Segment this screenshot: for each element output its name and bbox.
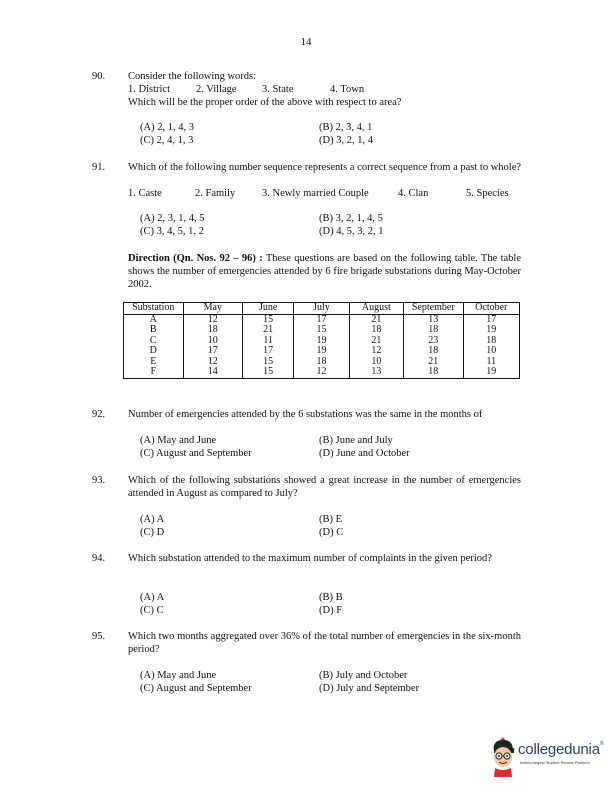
question-number: 95. xyxy=(92,631,106,642)
column-header: Substation xyxy=(124,303,184,315)
question-number: 93. xyxy=(92,475,106,486)
table-cell: 23 xyxy=(404,336,464,347)
option: (A) May and June xyxy=(140,435,217,446)
table-row xyxy=(124,346,520,357)
table-cell: 15 xyxy=(243,314,294,325)
option: (D) C xyxy=(319,527,344,538)
option: (A) 2, 1, 4, 3 xyxy=(140,122,194,133)
table-cell: 17 xyxy=(243,346,294,357)
table-cell: 11 xyxy=(463,357,519,368)
word-item: 2. Village xyxy=(196,84,237,95)
column-header: June xyxy=(243,303,294,315)
option: (C) August and September xyxy=(140,448,252,459)
word-item: 5. Species xyxy=(466,188,509,199)
word-item: 3. Newly married Couple xyxy=(262,188,369,199)
table-header-row xyxy=(124,303,520,315)
word-item: 1. Caste xyxy=(128,188,162,199)
table-cell: B xyxy=(124,325,184,336)
direction-body: These questions are based on the following table. The table shows the number of emergencies attended by 6 fire brigade substations during May-October 2002. xyxy=(128,253,521,291)
option: (A) May and June xyxy=(140,670,217,681)
option: (D) July and September xyxy=(319,683,420,694)
question-number: 94. xyxy=(92,553,106,564)
table-cell: 18 xyxy=(463,336,519,347)
column-header: October xyxy=(463,303,519,315)
column-header: September xyxy=(404,303,464,315)
option: (B) 2, 3, 4, 1 xyxy=(319,122,373,133)
table-cell: 19 xyxy=(294,346,349,357)
table-cell: 15 xyxy=(243,357,294,368)
question-text: Which substation attended to the maximum number of complaints in the given period? xyxy=(128,553,492,564)
table-cell: 15 xyxy=(294,325,349,336)
option: (C) D xyxy=(140,527,165,538)
question-text: Consider the following words: xyxy=(128,71,257,82)
question-text: Which of the following substations showed a great increase in the number of emergencies attended in August as compared to July? xyxy=(128,475,521,500)
option: (B) B xyxy=(319,592,343,603)
question-number: 92. xyxy=(92,409,106,420)
page-number: 14 xyxy=(300,36,312,48)
word-item: 1. District xyxy=(128,84,170,95)
logo-wordmark xyxy=(518,741,603,760)
option: (B) 3, 2, 1, 4, 5 xyxy=(319,213,383,224)
question-text: Which two months aggregated over 36% of the total number of emergencies in the six-month period? xyxy=(128,631,521,656)
column-header: August xyxy=(349,303,403,315)
option: (D) 3, 2, 1, 4 xyxy=(319,135,373,146)
column-header: July xyxy=(294,303,349,315)
emergencies-table xyxy=(123,302,520,379)
table-cell: 18 xyxy=(294,357,349,368)
option: (A) 2, 3, 1, 4, 5 xyxy=(140,213,205,224)
table-cell: 21 xyxy=(243,325,294,336)
table-cell: 13 xyxy=(349,367,403,378)
table-row xyxy=(124,367,520,378)
mascot-icon xyxy=(488,737,518,777)
table-cell: 21 xyxy=(404,357,464,368)
option: (C) 3, 4, 5, 1, 2 xyxy=(140,226,204,237)
table-cell: 17 xyxy=(183,346,243,357)
column-header: May xyxy=(183,303,243,315)
table-cell: 19 xyxy=(463,367,519,378)
table-cell: 18 xyxy=(404,325,464,336)
question-number: 91. xyxy=(92,162,106,173)
table-cell: 12 xyxy=(294,367,349,378)
option: (C) 2, 4, 1, 3 xyxy=(140,135,194,146)
question-text: Which will be the proper order of the above with respect to area? xyxy=(128,97,402,108)
logo-tagline: India's largest Student Review Platform xyxy=(520,760,590,765)
option: (C) August and September xyxy=(140,683,252,694)
table-cell: 19 xyxy=(294,336,349,347)
question-text: Which of the following number sequence represents a correct sequence from a past to whole? xyxy=(128,162,522,173)
table-cell: 11 xyxy=(243,336,294,347)
question-number: 90. xyxy=(92,71,106,82)
table-cell: 10 xyxy=(463,346,519,357)
table-cell: 18 xyxy=(404,346,464,357)
table-cell: 19 xyxy=(463,325,519,336)
table-cell: 12 xyxy=(183,314,243,325)
table-cell: 10 xyxy=(183,336,243,347)
table-cell: 21 xyxy=(349,314,403,325)
table-cell: 10 xyxy=(349,357,403,368)
option: (B) E xyxy=(319,514,343,525)
option: (B) July and October xyxy=(319,670,408,681)
table-cell: 12 xyxy=(349,346,403,357)
word-item: 3. State xyxy=(262,84,294,95)
word-item: 4. Clan xyxy=(398,188,429,199)
direction-label: Direction (Qn. Nos. 92 – 96) : xyxy=(128,253,263,264)
logo-name: collegedunia xyxy=(518,741,600,758)
table-cell: 21 xyxy=(349,336,403,347)
table-cell: 17 xyxy=(294,314,349,325)
table-row xyxy=(124,325,520,336)
option: (A) A xyxy=(140,514,165,525)
question-text: Number of emergencies attended by the 6 substations was the same in the months of xyxy=(128,409,483,420)
table-cell: E xyxy=(124,357,184,368)
option: (D) F xyxy=(319,605,343,616)
direction-text xyxy=(128,252,521,291)
table-cell: 18 xyxy=(183,325,243,336)
table-cell: 18 xyxy=(349,325,403,336)
table-cell: A xyxy=(124,314,184,325)
table-cell: C xyxy=(124,336,184,347)
table-cell: 15 xyxy=(243,367,294,378)
table-cell: 17 xyxy=(463,314,519,325)
table-cell: 12 xyxy=(183,357,243,368)
option: (B) June and July xyxy=(319,435,393,446)
option: (D) 4, 5, 3, 2, 1 xyxy=(319,226,384,237)
table-cell: D xyxy=(124,346,184,357)
registered-mark: ® xyxy=(599,741,604,747)
word-item: 2. Family xyxy=(195,188,236,199)
table-cell: 13 xyxy=(404,314,464,325)
table-cell: 14 xyxy=(183,367,243,378)
table-cell: 18 xyxy=(404,367,464,378)
word-item: 4. Town xyxy=(330,84,365,95)
option: (C) C xyxy=(140,605,164,616)
option: (D) June and October xyxy=(319,448,410,459)
option: (A) A xyxy=(140,592,165,603)
table-cell: F xyxy=(124,367,184,378)
